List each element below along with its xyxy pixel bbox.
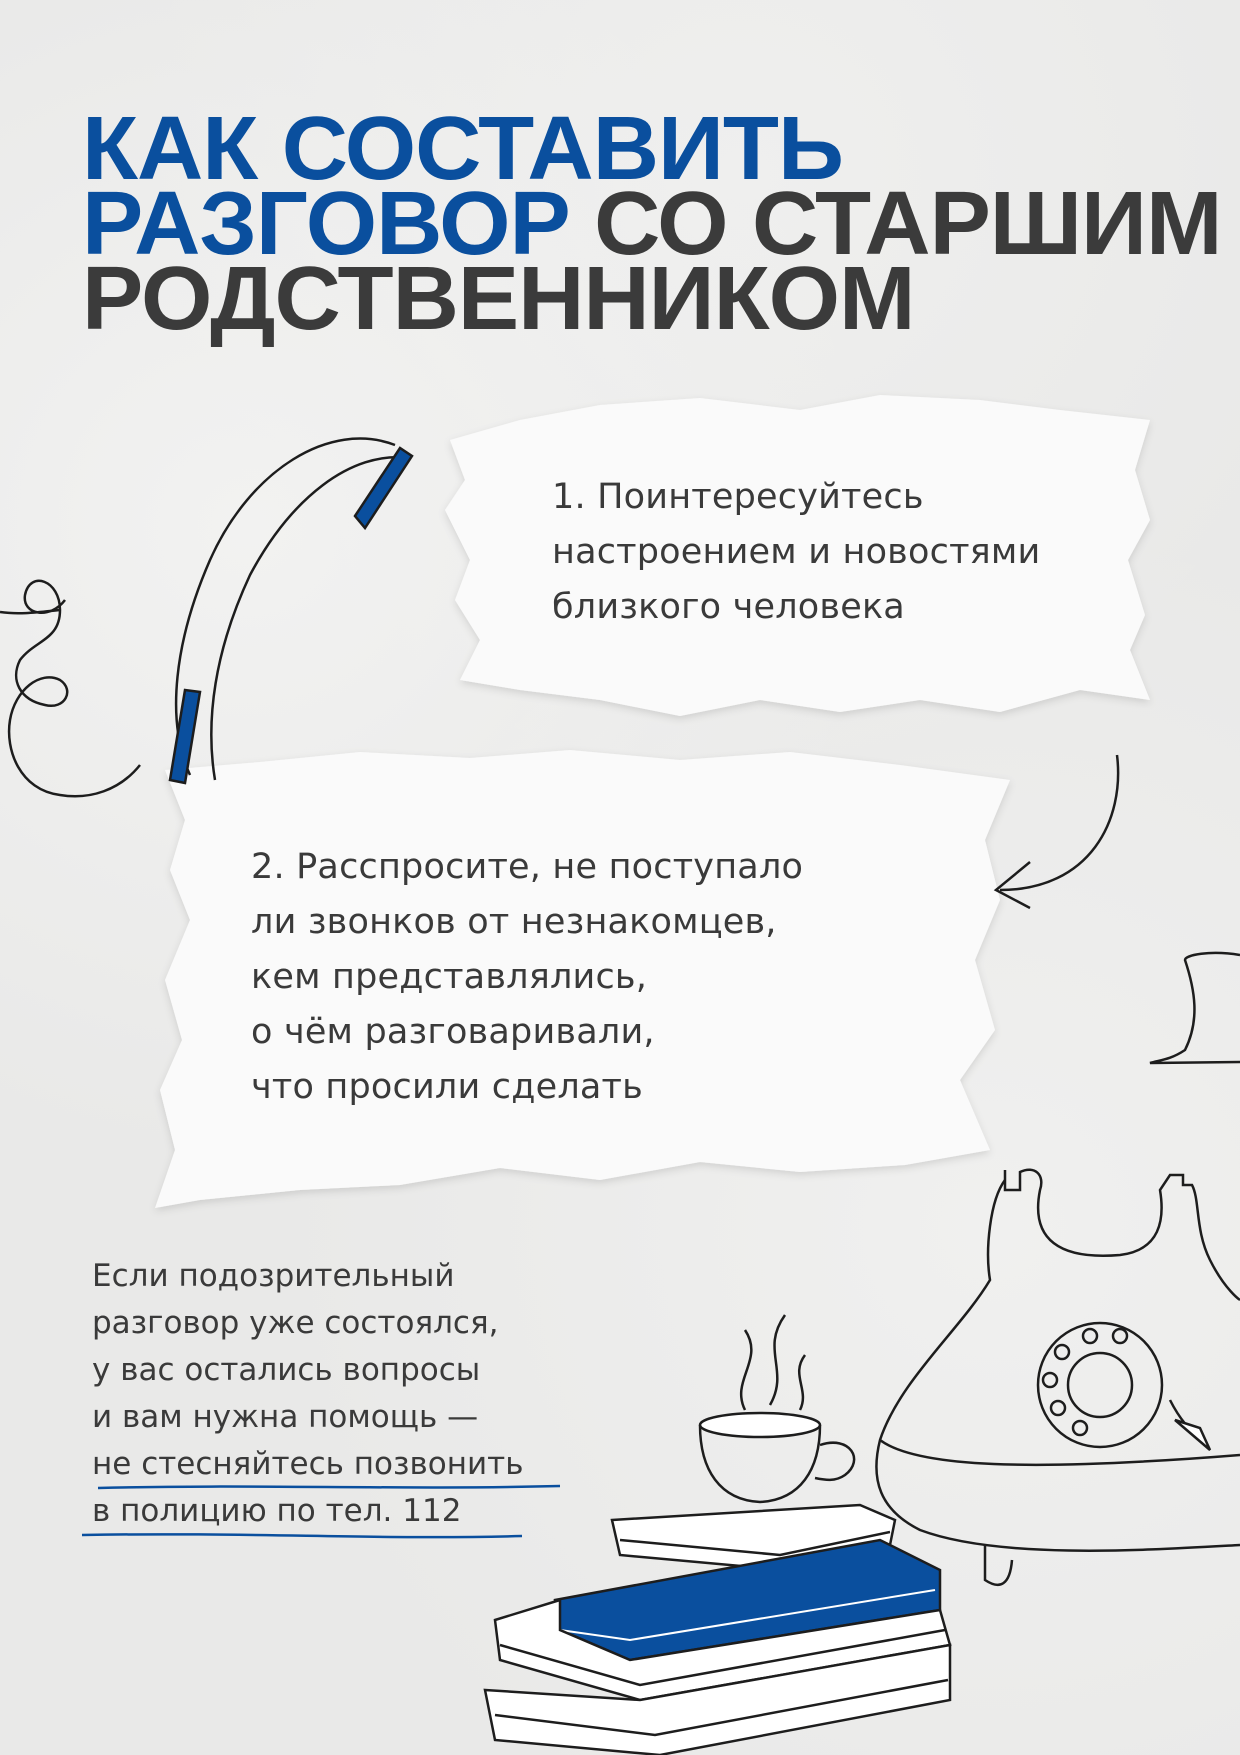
note-line: настроением и новостями [552, 532, 1041, 572]
footer-line: и вам нужна помощь — [92, 1399, 479, 1435]
title-line-1: КАК СОСТАВИТЬ [82, 99, 843, 199]
note-line: 2. Расспросите, не поступало [251, 847, 804, 887]
footer-line: не стесняйтесь позвонить [92, 1446, 524, 1482]
footer-line: в полицию по тел. 112 [92, 1493, 462, 1529]
title-line-2-rest: СО СТАРШИМ [594, 174, 1222, 274]
phone-handset-icon [0, 439, 412, 797]
footer-line: разговор уже состоялся, [92, 1305, 499, 1341]
note-line: близкого человека [552, 587, 905, 627]
decor-shape [1150, 953, 1240, 1063]
title-line-2-accent: РАЗГОВОР [82, 174, 570, 274]
arrow-icon [996, 755, 1118, 908]
books-stack-icon [485, 1505, 950, 1755]
footer-advice [92, 1253, 523, 1535]
note-line: кем представлялись, [251, 957, 648, 997]
tea-cup-icon [700, 1315, 854, 1502]
rotary-telephone-icon [876, 1170, 1240, 1585]
note-line: о чём разговаривали, [251, 1012, 655, 1052]
page-title [82, 99, 1222, 349]
note-line: что просили сделать [251, 1067, 643, 1107]
note-line: ли звонков от незнакомцев, [251, 902, 777, 942]
note-1-text [552, 470, 1040, 635]
note-line: 1. Поинтересуйтесь [552, 477, 924, 517]
footer-line: у вас остались вопросы [92, 1352, 481, 1388]
footer-line: Если подозрительный [92, 1258, 455, 1294]
note-2-text [251, 840, 803, 1115]
title-line-3: РОДСТВЕННИКОМ [82, 249, 915, 349]
